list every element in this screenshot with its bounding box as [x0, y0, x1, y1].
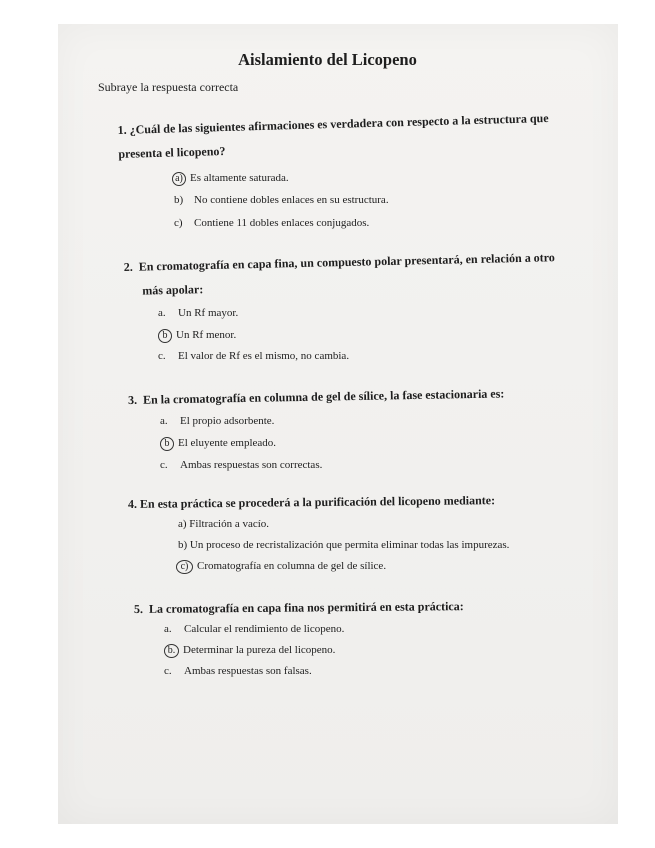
answer-circle-mark: a): [172, 172, 186, 186]
option-marker: c): [174, 217, 183, 229]
option-1b: [174, 194, 389, 206]
option-5b: [164, 644, 335, 658]
option-text: Es altamente saturada.: [190, 172, 289, 184]
option-marker: b): [174, 194, 184, 206]
question-number: 5.: [133, 601, 144, 616]
option-marker: b): [178, 539, 188, 551]
option-4b: [178, 539, 509, 551]
option-5c: [164, 665, 312, 677]
option-2a: [158, 307, 238, 319]
option-text: Cromatografía en columna de gel de sílice.: [197, 560, 387, 572]
answer-circle-mark: b.: [164, 644, 179, 658]
option-text: Un Rf menor.: [176, 329, 237, 341]
question-text: La cromatografía en capa fina nos permitirá en esta práctica:: [148, 599, 464, 616]
option-text: Determinar la pureza del licopeno.: [183, 644, 336, 656]
answer-circle-mark: b: [160, 437, 174, 451]
instruction-text: Subraye la respuesta correcta: [98, 80, 239, 94]
option-1a: [172, 172, 289, 186]
option-4a: [178, 518, 269, 530]
option-text: Ambas respuestas son falsas.: [184, 665, 312, 677]
option-text: El propio adsorbente.: [180, 415, 275, 427]
option-3b: [160, 437, 276, 451]
question-4: [128, 488, 495, 516]
question-number: 2.: [123, 259, 133, 275]
option-2c: [158, 350, 349, 362]
question-number: 3.: [127, 392, 138, 407]
option-marker: c.: [160, 459, 168, 471]
option-text: El valor de Rf es el mismo, no cambia.: [178, 350, 350, 362]
option-text: Calcular el rendimiento de licopeno.: [184, 623, 345, 635]
option-marker: c.: [158, 350, 166, 362]
option-marker: a): [178, 518, 187, 530]
option-text: Filtración a vacío.: [189, 518, 270, 530]
option-text: Ambas respuestas son correctas.: [180, 459, 323, 471]
answer-circle-mark: b: [158, 329, 172, 343]
option-2b: [158, 329, 236, 343]
question-number: 4.: [127, 496, 138, 511]
option-text: Un proceso de recristalización que permita eliminar todas las impurezas.: [189, 539, 510, 551]
option-marker: a.: [164, 623, 172, 635]
option-marker: c.: [164, 665, 172, 677]
option-text: El eluyente empleado.: [178, 437, 277, 449]
answer-circle-mark: c): [176, 560, 193, 574]
option-text: Un Rf mayor.: [178, 307, 239, 319]
option-4c: [176, 560, 386, 574]
question-2: [123, 245, 555, 303]
question-text: En la cromatografía en columna de gel de sílice, la fase estacionaria es:: [142, 386, 505, 407]
option-marker: a.: [158, 307, 166, 319]
question-number: 1.: [117, 122, 127, 138]
question-text: ¿Cuál de las siguientes afirmaciones es verdadera con respecto a la estructura que: [129, 110, 549, 137]
option-1c: [174, 217, 369, 229]
option-text: Contiene 11 dobles enlaces conjugados.: [194, 217, 370, 229]
question-text: En esta práctica se procederá a la purificación del licopeno mediante:: [139, 493, 496, 511]
option-5a: [164, 623, 344, 635]
page-title: Aislamiento del Licopeno: [238, 50, 417, 69]
question-text: En cromatografía en capa fina, un compuesto polar presentará, en relación a otro: [138, 250, 555, 274]
option-3c: [160, 459, 322, 471]
option-text: No contiene dobles enlaces en su estructura.: [194, 194, 389, 206]
question-5: [134, 594, 464, 621]
question-text-continued: más apolar:: [142, 282, 204, 298]
option-marker: a.: [160, 415, 168, 427]
question-text-continued: presenta el licopeno?: [118, 144, 226, 161]
option-3a: [160, 415, 274, 427]
